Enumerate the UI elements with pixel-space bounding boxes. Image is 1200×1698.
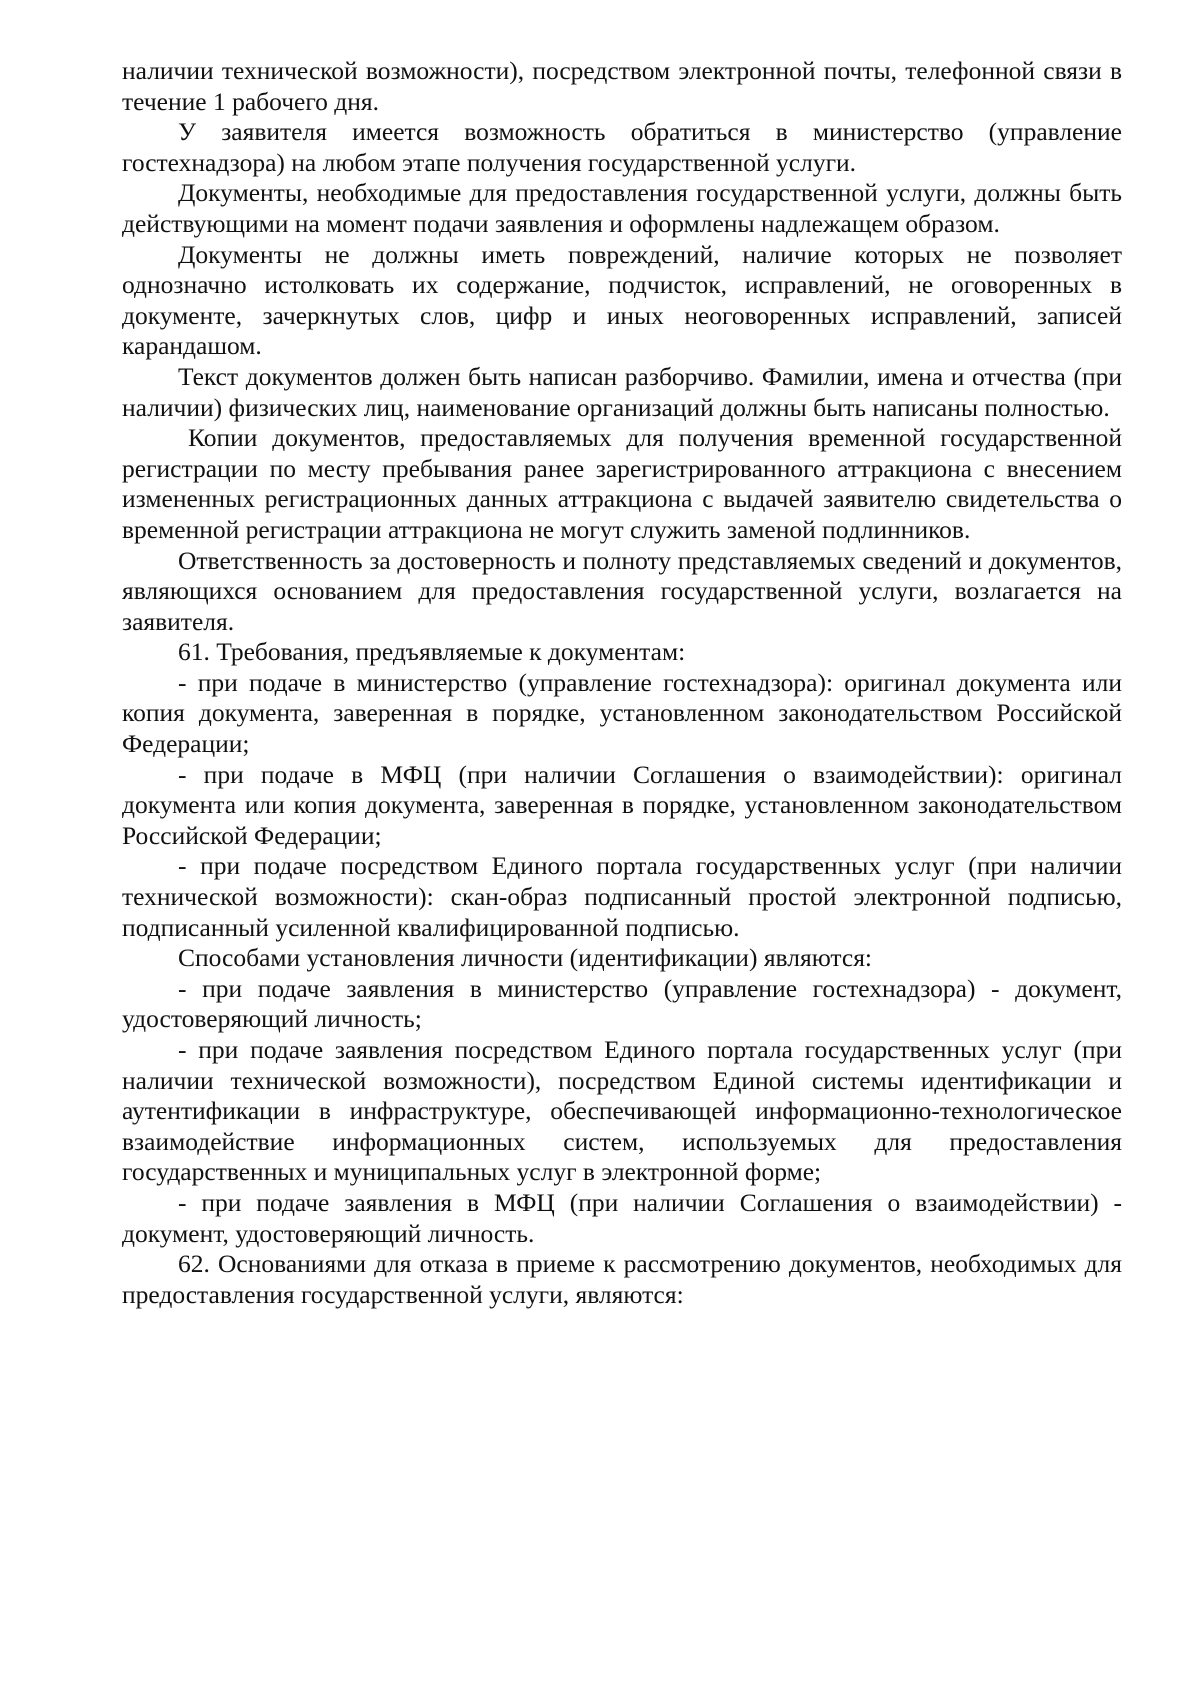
paragraph-documents-valid: Документы, необходимые для предоставления государственной услуги, должны быть действующими на момент подачи заявления и оформлены надлежащем образом. — [122, 178, 1122, 238]
paragraph-continuation: наличии технической возможности), посредством электронной почты, телефонной связи в течение 1 рабочего дня. — [122, 56, 1122, 116]
paragraph-documents-damage: Документы не должны иметь повреждений, наличие которых не позволяет однозначно истолковать их содержание, подчисток, исправлений, не оговоренных в документе, зачеркнутых слов, цифр и иных неоговоренных исправлений, записей карандашом. — [122, 239, 1122, 361]
paragraph-copies: Копии документов, предоставляемых для получения временной государственной регистрации по месту пребывания ранее зарегистрированного аттракциона с внесением измененных регистрационных данных аттракциона с выдачей заявителю свидетельства о временной регистрации аттракциона не могут служить заменой подлинников. — [122, 423, 1122, 544]
paragraph-applicant-appeal: У заявителя имеется возможность обратиться в министерство (управление гостехнадзора) на любом этапе получения государственной услуги. — [122, 117, 1122, 177]
list-item-id-ministry: - при подаче заявления в министерство (управление гостехнадзора) - документ, удостоверяющий личность; — [122, 973, 1122, 1034]
document-body — [122, 56, 1122, 1310]
paragraph-61-heading: 61. Требования, предъявляемые к документам: — [178, 637, 686, 667]
list-item-id-portal: - при подаче заявления посредством Единого портала государственных услуг (при наличии технической возможности), посредством Единой системы идентификации и аутентификации в инфраструктуре, обеспечивающей информационно-технологическое взаимодействие информационных систем, используемых для предоставления государственных и муниципальных услуг в электронной форме; — [122, 1035, 1122, 1187]
paragraph-responsibility: Ответственность за достоверность и полноту представляемых сведений и документов, являющихся основанием для предоставления государственной услуги, возлагается на заявителя. — [122, 545, 1122, 636]
paragraph-identification: Способами установления личности (идентификации) являются: — [178, 943, 873, 973]
list-item-id-mfc: - при подаче заявления в МФЦ (при наличии Соглашения о взаимодействии) - документ, удостоверяющий личность. — [122, 1187, 1122, 1248]
paragraph-legible-text: Текст документов должен быть написан разборчиво. Фамилии, имена и отчества (при наличии) физических лиц, наименование организаций должны быть написаны полностью. — [122, 361, 1122, 422]
list-item-mfc: - при подаче в МФЦ (при наличии Соглашения о взаимодействии): оригинал документа или копия документа, заверенная в порядке, установленном законодательством Российской Федерации; — [122, 759, 1122, 850]
list-item-portal: - при подаче посредством Единого портала государственных услуг (при наличии технической возможности): скан-образ подписанный простой электронной подписью, подписанный усиленной квалифицированной подписью. — [122, 851, 1122, 942]
paragraph-62-refusal: 62. Основаниями для отказа в приеме к рассмотрению документов, необходимых для предоставления государственной услуги, являются: — [122, 1249, 1122, 1309]
list-item-ministry: - при подаче в министерство (управление гостехнадзора): оригинал документа или копия документа, заверенная в порядке, установленном законодательством Российской Федерации; — [122, 667, 1122, 759]
